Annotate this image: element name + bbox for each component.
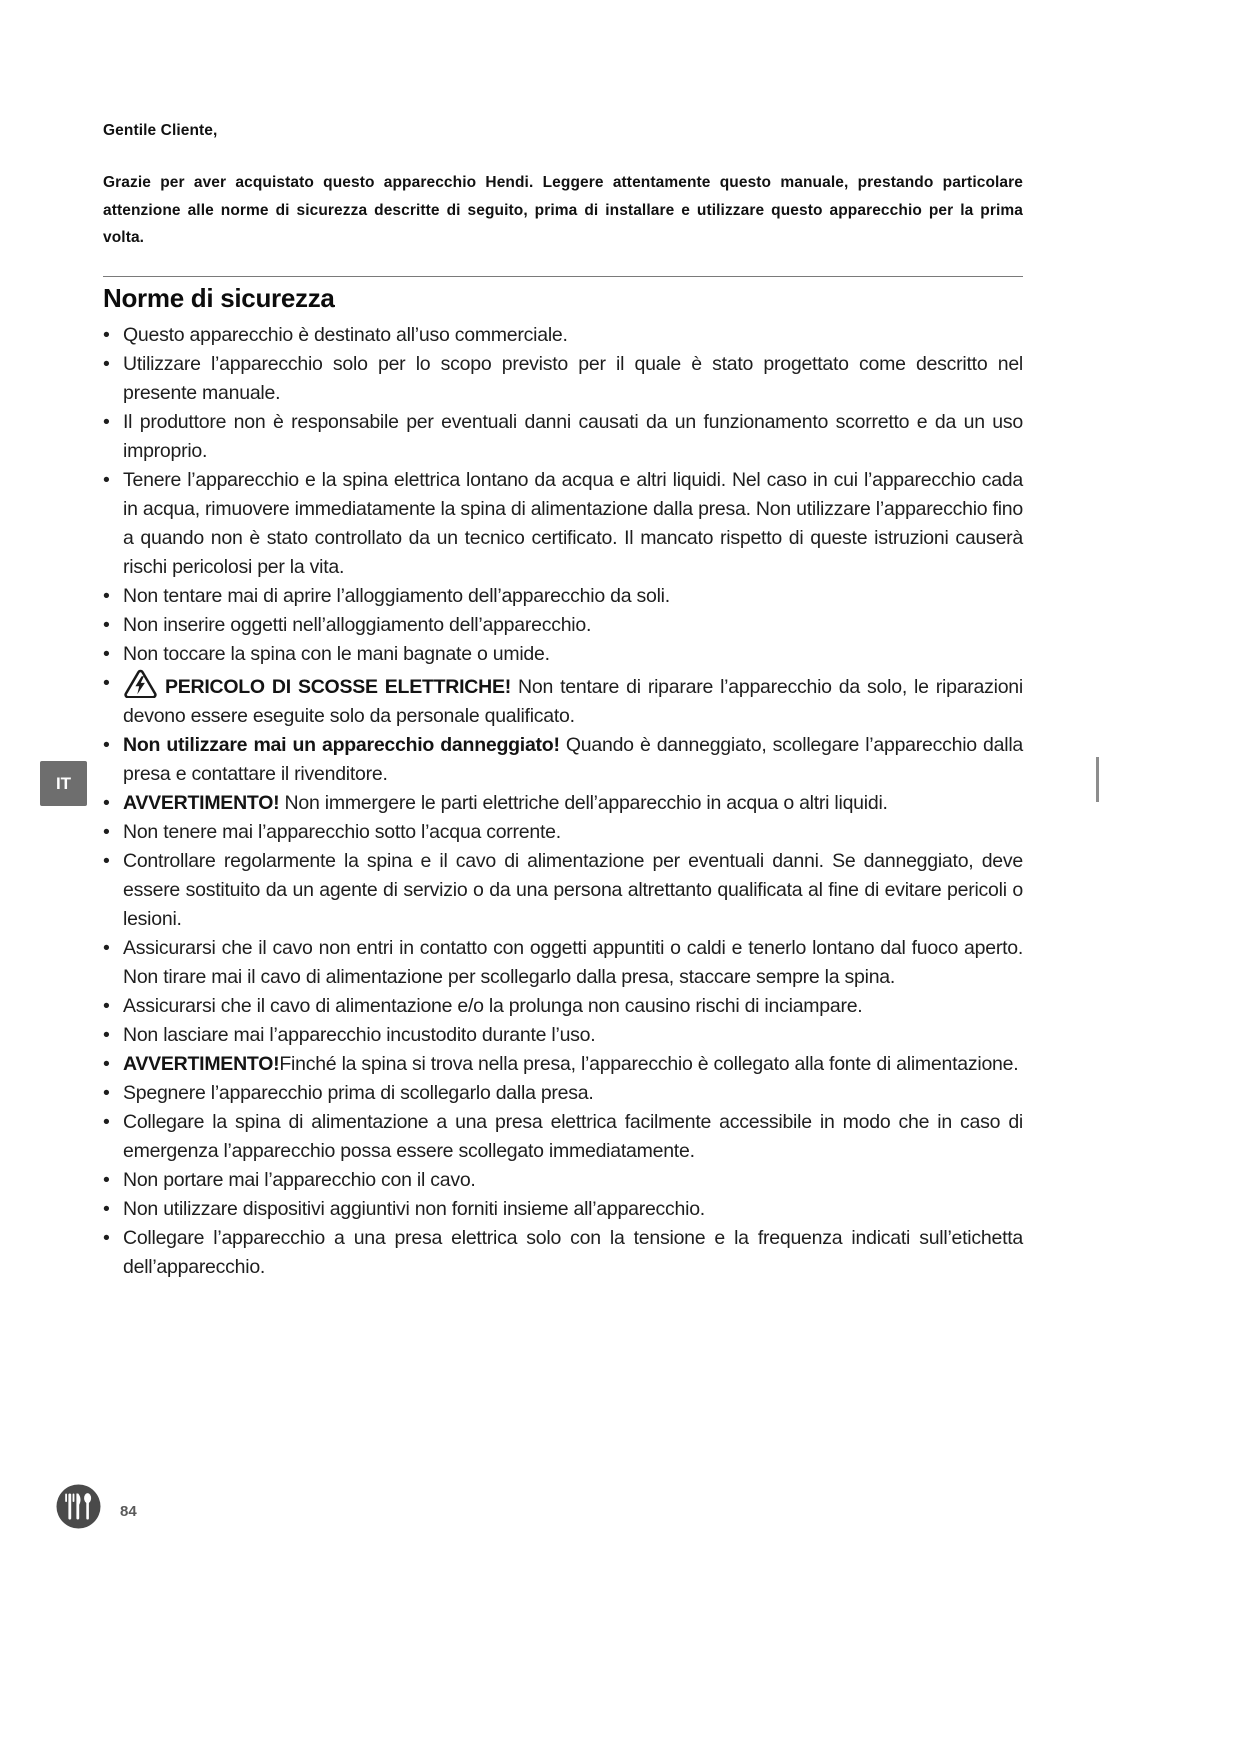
page-content — [103, 122, 1023, 1282]
safety-bullet — [103, 669, 1023, 731]
bullet-marker: • — [103, 849, 110, 872]
bullet-bold-lead: AVVERTIMENTO! — [123, 791, 280, 814]
hendi-utensils-logo — [55, 1483, 102, 1530]
bullet-marker: • — [103, 820, 110, 843]
bullet-text: Non tenere mai l’apparecchio sotto l’acqua corrente. — [123, 820, 561, 843]
section-title: Norme di sicurezza — [103, 282, 335, 313]
safety-bullet — [103, 818, 1023, 847]
bullet-marker: • — [103, 1226, 110, 1249]
bullet-text: Il produttore non è responsabile per eventuali danni causati da un funzionamento scorretto e da un uso improprio. — [123, 410, 1023, 462]
electric-hazard-icon — [123, 669, 158, 702]
safety-bullet — [103, 408, 1023, 466]
safety-bullet — [103, 640, 1023, 669]
bullet-marker: • — [103, 936, 110, 959]
safety-bullet — [103, 847, 1023, 934]
safety-bullet — [103, 611, 1023, 640]
bullet-bold-lead: Non utilizzare mai un apparecchio danneggiato! — [123, 733, 560, 756]
safety-bullet — [103, 934, 1023, 992]
safety-bullet — [103, 350, 1023, 408]
safety-bullet — [103, 1224, 1023, 1282]
section-divider — [103, 276, 1023, 277]
bullet-marker: • — [103, 994, 110, 1017]
bullet-text: Non utilizzare mai un apparecchio danneggiato! Quando è danneggiato, scollegare l’apparecchio dalla presa e contattare il rivenditore. — [123, 733, 1024, 785]
bullet-text: Tenere l’apparecchio e la spina elettrica lontano da acqua e altri liquidi. Nel caso in cui l’apparecchio cada in acqua, rimuovere immediatamente la spina di alimentazione dalla presa. Non utilizzare l’apparecchio fino a quando non è stato controllato da un tecnico certificato. Il mancato rispetto di queste istruzioni causerà rischi pericolosi per la vita. — [123, 468, 1023, 578]
safety-bullet — [103, 1050, 1023, 1079]
bullet-marker: • — [103, 410, 110, 433]
bullet-text: Non lasciare mai l’apparecchio incustodito durante l’uso. — [123, 1023, 596, 1046]
bullet-marker: • — [103, 613, 110, 636]
safety-bullet — [103, 1079, 1023, 1108]
bullet-marker: • — [103, 1168, 110, 1191]
bullet-text: Non portare mai l’apparecchio con il cavo. — [123, 1168, 476, 1191]
bullet-marker: • — [103, 1081, 110, 1104]
bullet-text: PERICOLO DI SCOSSE ELETTRICHE! Non tentare di riparare l’apparecchio da solo, le riparazioni devono essere eseguite solo da personale qualificato. — [123, 669, 1023, 731]
bullet-text: Utilizzare l’apparecchio solo per lo scopo previsto per il quale è stato progettato come descritto nel presente manuale. — [123, 352, 1023, 404]
bullet-marker: • — [103, 468, 110, 491]
bullet-text: Collegare la spina di alimentazione a una presa elettrica facilmente accessibile in modo che in caso di emergenza l’apparecchio possa essere scollegato immediatamente. — [123, 1110, 1023, 1162]
bullet-marker: • — [103, 642, 110, 665]
bullet-text: AVVERTIMENTO! Non immergere le parti elettriche dell’apparecchio in acqua o altri liquidi. — [123, 791, 888, 814]
safety-bullet — [103, 992, 1023, 1021]
safety-bullet — [103, 1195, 1023, 1224]
bullet-text: Assicurarsi che il cavo non entri in contatto con oggetti appuntiti o caldi e tenerlo lontano dal fuoco aperto. Non tirare mai il cavo di alimentazione per scollegarlo dalla presa, staccare sempre la spina. — [123, 936, 1023, 988]
language-tab: IT — [40, 761, 87, 806]
safety-bullet — [103, 466, 1023, 582]
safety-bullet — [103, 731, 1023, 789]
safety-bullet — [103, 1166, 1023, 1195]
bullet-text: Non tentare mai di aprire l’alloggiamento dell’apparecchio da soli. — [123, 584, 670, 607]
safety-bullet — [103, 789, 1023, 818]
bullet-marker: • — [103, 791, 110, 814]
safety-bullet — [103, 582, 1023, 611]
bullet-text: Non toccare la spina con le mani bagnate o umide. — [123, 642, 550, 665]
bullet-marker: • — [103, 1052, 110, 1075]
bullet-marker: • — [103, 1197, 110, 1220]
page-number: 84 — [120, 1503, 137, 1520]
bullet-text: Non utilizzare dispositivi aggiuntivi non forniti insieme all’apparecchio. — [123, 1197, 705, 1220]
bullet-text: Assicurarsi che il cavo di alimentazione e/o la prolunga non causino rischi di inciampare. — [123, 994, 863, 1017]
bullet-marker: • — [103, 733, 110, 756]
bullet-text: Spegnere l’apparecchio prima di scollegarlo dalla presa. — [123, 1081, 594, 1104]
bullet-text: Collegare l’apparecchio a una presa elettrica solo con la tensione e la frequenza indicati sull’etichetta dell’apparecchio. — [123, 1226, 1023, 1278]
bullet-marker: • — [103, 584, 110, 607]
bullet-text: Non inserire oggetti nell’alloggiamento dell’apparecchio. — [123, 613, 592, 636]
bullet-bold-lead: AVVERTIMENTO! — [123, 1052, 280, 1075]
greeting-text: Gentile Cliente, — [103, 122, 218, 139]
safety-bullet — [103, 1021, 1023, 1050]
intro-paragraph: Grazie per aver acquistato questo apparecchio Hendi. Leggere attentamente questo manuale, prestando particolare attenzione alle norme di sicurezza descritte di seguito, prima di installare e utilizzare questo apparecchio per la prima volta. — [103, 174, 1023, 247]
safety-bullet — [103, 1108, 1023, 1166]
bullet-text: Controllare regolarmente la spina e il cavo di alimentazione per eventuali danni. Se danneggiato, deve essere sostituito da un agente di servizio o da una persona altrettanto qualificata al fine di evitare pericoli o lesioni. — [123, 849, 1023, 930]
right-margin-marker — [1096, 757, 1099, 802]
bullet-marker: • — [103, 1023, 110, 1046]
bullet-marker: • — [103, 323, 110, 346]
bullet-text: AVVERTIMENTO!Finché la spina si trova nella presa, l’apparecchio è collegato alla fonte di alimentazione. — [123, 1052, 1019, 1075]
safety-bullet — [103, 321, 1023, 350]
bullet-marker: • — [103, 1110, 110, 1133]
bullet-marker: • — [103, 352, 110, 375]
bullet-bold-lead: PERICOLO DI SCOSSE ELETTRICHE! — [165, 675, 511, 698]
safety-list — [103, 321, 1023, 1282]
bullet-text: Questo apparecchio è destinato all’uso commerciale. — [123, 323, 568, 346]
bullet-marker: • — [103, 671, 110, 694]
